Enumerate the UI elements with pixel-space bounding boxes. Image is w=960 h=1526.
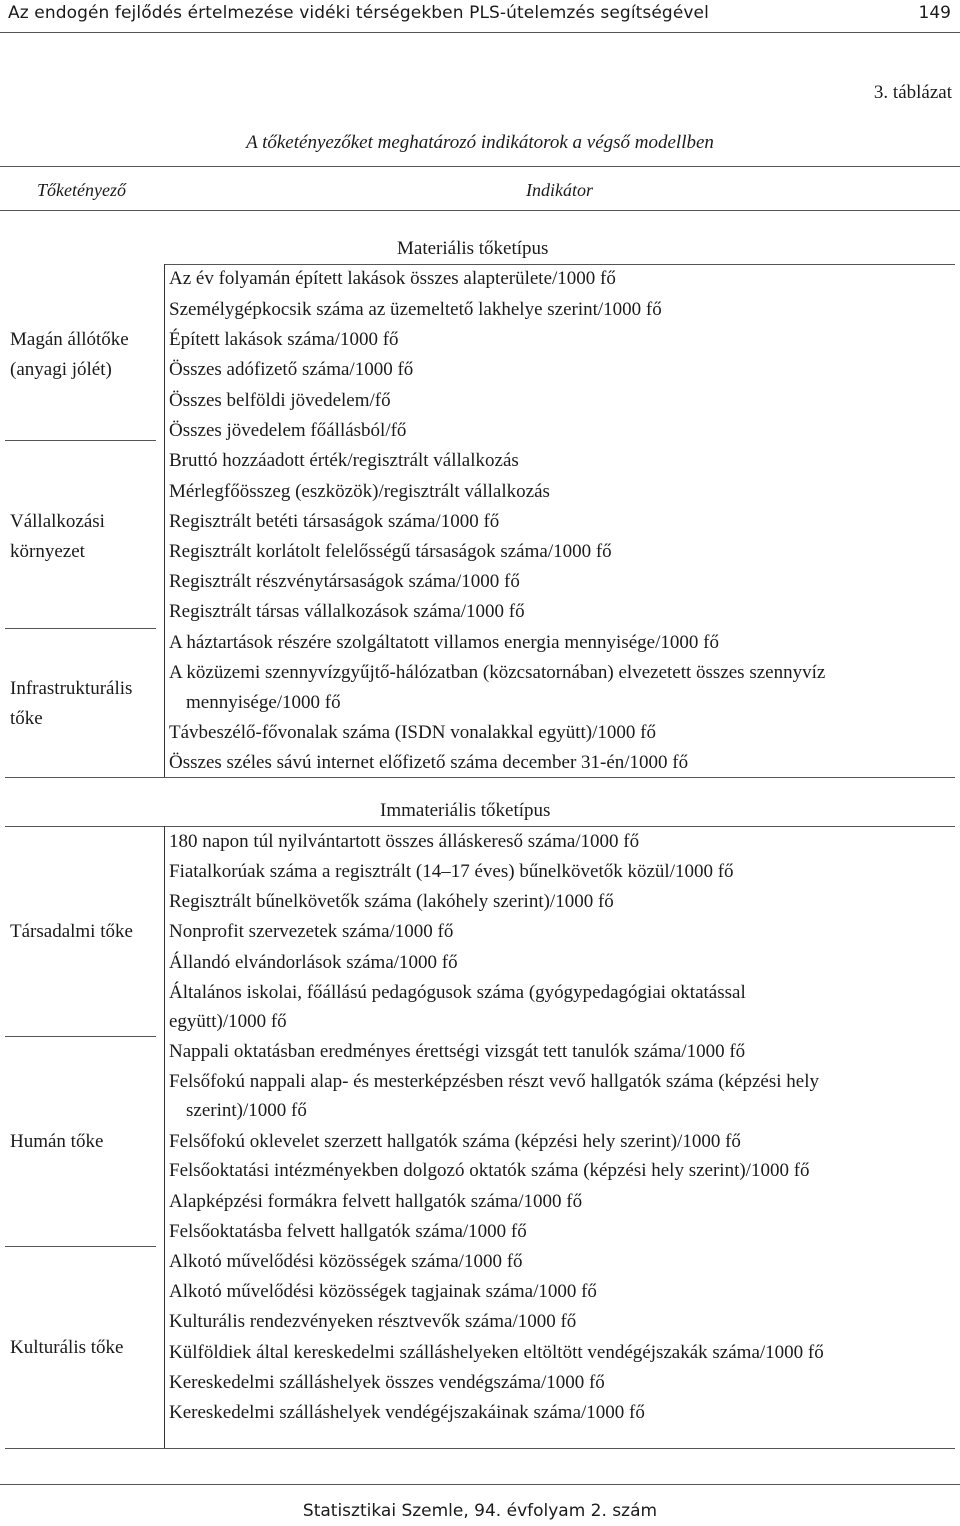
indicator-row: Bruttó hozzáadott érték/regisztrált vállalkozás — [169, 450, 519, 471]
header-rule — [0, 32, 960, 33]
indicator-row: Összes jövedelem főállásból/fő — [169, 420, 407, 441]
category-vallalkozasi-line2: környezet — [10, 541, 85, 562]
indicator-row: Kereskedelmi szálláshelyek összes vendégszáma/1000 fő — [169, 1372, 605, 1393]
indicator-row: 180 napon túl nyilvántartott összes álláskereső száma/1000 fő — [169, 831, 640, 852]
indicator-row: Regisztrált bűnelkövetők száma (lakóhely szerint)/1000 fő — [169, 891, 614, 912]
footer-rule — [0, 1484, 960, 1485]
indicator-row: Személygépkocsik száma az üzemeltető lakhelye szerint/1000 fő — [169, 299, 662, 320]
section-material-bottom-rule — [5, 777, 955, 778]
running-header-title: Az endogén fejlődés értelmezése vidéki térségekben PLS-útelemzés segítségével — [8, 3, 709, 23]
indicator-row: Összes belföldi jövedelem/fő — [169, 390, 391, 411]
journal-footer: Statisztikai Szemle, 94. évfolyam 2. szám — [302, 1501, 658, 1521]
indicator-row: Külföldiek által kereskedelmi szálláshelyeken eltöltött vendégéjszakák száma/1000 fő — [169, 1342, 824, 1363]
indicator-row: Regisztrált társas vállalkozások száma/1000 fő — [169, 601, 525, 622]
indicator-row: Alapképzési formákra felvett hallgatók száma/1000 fő — [169, 1191, 583, 1212]
section-immaterial: Immateriális tőketípus — [380, 800, 551, 821]
column-divider — [164, 826, 165, 1448]
column-header-factor: Tőketényező — [37, 180, 126, 200]
table-top-rule — [0, 166, 960, 167]
category-separator — [5, 628, 156, 629]
indicator-row: A háztartások részére szolgáltatott villamos energia mennyisége/1000 fő — [169, 632, 719, 653]
indicator-row: Felsőfokú nappali alap- és mesterképzésben részt vevő hallgatók száma (képzési hely — [169, 1071, 819, 1092]
indicator-row: Regisztrált betéti társaságok száma/1000 fő — [169, 511, 500, 532]
indicator-row: Kereskedelmi szálláshelyek vendégéjszakáinak száma/1000 fő — [169, 1402, 645, 1423]
header-bottom-rule — [0, 210, 960, 211]
indicator-row: Regisztrált korlátolt felelősségű társaságok száma/1000 fő — [169, 541, 612, 562]
section-material: Materiális tőketípus — [397, 238, 549, 259]
indicator-row: Felsőoktatásba felvett hallgatók száma/1000 fő — [169, 1221, 527, 1242]
category-separator — [5, 1036, 156, 1037]
indicator-row: Általános iskolai, főállású pedagógusok száma (gyógypedagógiai oktatással — [169, 982, 746, 1003]
category-infra-line1: Infrastrukturális — [10, 678, 133, 699]
category-magan-line2: (anyagi jólét) — [10, 359, 112, 380]
indicator-row-continuation: együtt)/1000 fő — [169, 1011, 287, 1032]
category-magan-line1: Magán állótőke — [10, 329, 129, 350]
page-number: 149 — [918, 3, 951, 23]
category-separator — [5, 440, 156, 441]
indicator-row: Alkotó művelődési közösségek száma/1000 fő — [169, 1251, 523, 1272]
category-tarsadalmi: Társadalmi tőke — [10, 921, 133, 942]
category-vallalkozasi-line1: Vállalkozási — [10, 511, 105, 532]
indicator-row: Fiatalkorúak száma a regisztrált (14–17 éves) bűnelkövetők közül/1000 fő — [169, 861, 734, 882]
indicator-row: Az év folyamán épített lakások összes alapterülete/1000 fő — [169, 268, 616, 289]
indicator-row: Nappali oktatásban eredményes érettségi vizsgát tett tanulók száma/1000 fő — [169, 1041, 746, 1062]
indicator-row: Alkotó művelődési közösségek tagjainak száma/1000 fő — [169, 1281, 597, 1302]
indicator-row: Regisztrált részvénytársaságok száma/1000 fő — [169, 571, 520, 592]
category-separator — [5, 1246, 156, 1247]
column-divider — [164, 264, 165, 777]
indicator-row: A közüzemi szennyvízgyűjtő-hálózatban (közcsatornában) elvezetett összes szennyvíz — [169, 662, 826, 683]
indicator-row-continuation: szerint)/1000 fő — [186, 1100, 307, 1121]
indicator-row: Épített lakások száma/1000 fő — [169, 329, 399, 350]
indicator-row: Felsőoktatási intézményekben dolgozó oktatók száma (képzési hely szerint)/1000 fő — [169, 1160, 810, 1181]
category-infra-line2: tőke — [10, 708, 43, 729]
indicator-row: Összes adófizető száma/1000 fő — [169, 359, 414, 380]
table-label: 3. táblázat — [873, 82, 952, 103]
table-bottom-rule — [5, 1448, 955, 1449]
indicator-row: Távbeszélő-fővonalak száma (ISDN vonalakkal együtt)/1000 fő — [169, 722, 656, 743]
table-caption: A tőketényezőket meghatározó indikátorok a végső modellben — [246, 132, 714, 153]
category-kulturalis: Kulturális tőke — [10, 1337, 124, 1358]
column-header-indicator: Indikátor — [526, 180, 593, 200]
category-human: Humán tőke — [10, 1131, 104, 1152]
indicator-row: Összes széles sávú internet előfizető száma december 31-én/1000 fő — [169, 752, 689, 773]
indicator-row: Állandó elvándorlások száma/1000 fő — [169, 952, 458, 973]
indicator-row-continuation: mennyisége/1000 fő — [186, 692, 341, 713]
indicator-row: Felsőfokú oklevelet szerzett hallgatók száma (képzési hely szerint)/1000 fő — [169, 1131, 741, 1152]
indicator-row: Nonprofit szervezetek száma/1000 fő — [169, 921, 454, 942]
indicator-row: Kulturális rendezvényeken résztvevők száma/1000 fő — [169, 1311, 577, 1332]
indicator-row: Mérlegfőösszeg (eszközök)/regisztrált vállalkozás — [169, 481, 550, 502]
